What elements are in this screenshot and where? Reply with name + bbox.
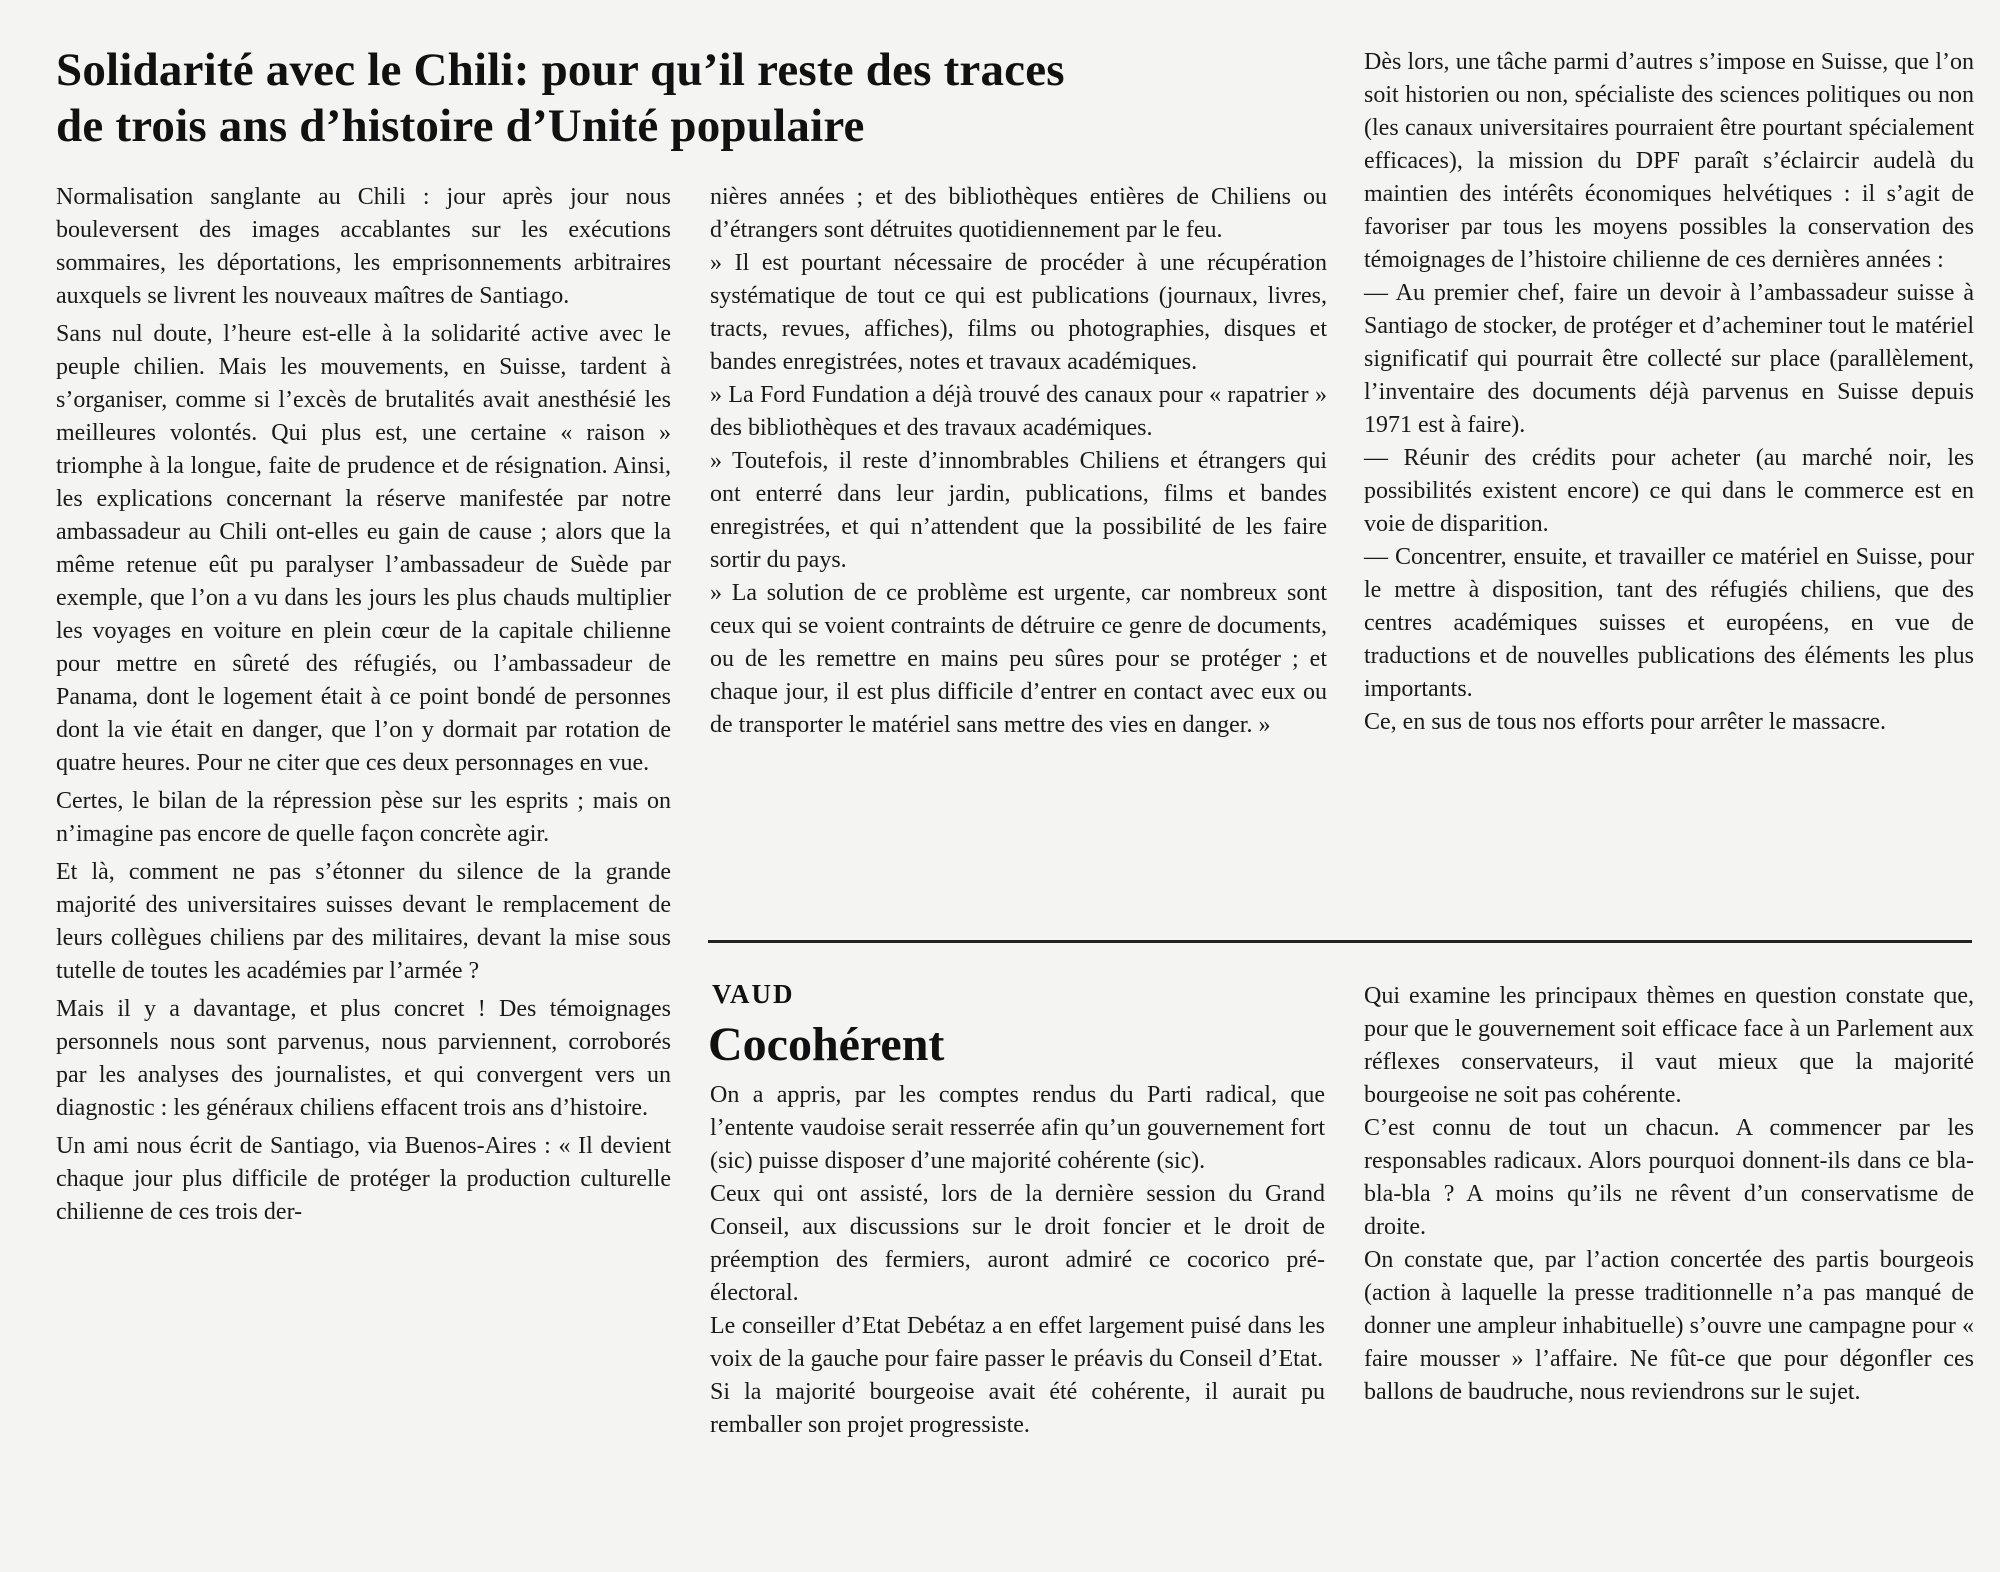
paragraph: On constate que, par l’action concertée des partis bourgeois (action à laquelle la presse traditionnelle n’a pas manqué de donner une ampleur inhabituelle) s’ouvre une campagne pour « faire mousser » l’affaire. Ne fût-ce que pour dégonfler ces ballons de baudruche, nous reviendrons sur le sujet. [1364, 1247, 1974, 1405]
paragraph: Si la majorité bourgeoise avait été cohérente, il aurait pu remballer son projet progressiste. [710, 1379, 1325, 1438]
paragraph: Et là, comment ne pas s’étonner du silence de la grande majorité des universitaires suisses devant le remplacement de leurs collègues chiliens par des militaires, devant la mise sous tutelle de toutes les académies par l’armée ? [56, 859, 671, 984]
paragraph: Qui examine les principaux thèmes en question constate que, pour que le gouvernement soit efficace face à un Parlement aux réflexes conservateurs, il vaut mieux que la majorité bourgeoise ne soit pas cohérente. [1364, 983, 1974, 1108]
article-column-right [1364, 46, 1974, 739]
paragraph: Ce, en sus de tous nos efforts pour arrêter le massacre. [1364, 709, 1887, 735]
paragraph: — Réunir des crédits pour acheter (au marché noir, les possibilités existent encore) ce qui dans le commerce est en voie de disparition. [1364, 445, 1974, 537]
paragraph: C’est connu de tout un chacun. A commencer par les responsables radicaux. Alors pourquoi donnent-ils dans ce bla-bla-bla ? A moins qu’ils ne rêvent d’un conservatisme de droite. [1364, 1115, 1974, 1240]
vaud-column-right [1364, 980, 1974, 1409]
headline-line-1: Solidarité avec le Chili: pour qu’il reste des traces [56, 44, 1065, 96]
paragraph: — Concentrer, ensuite, et travailler ce matériel en Suisse, pour le mettre à disposition, tant des réfugiés chiliens, que des centres académiques suisses et européens, en vue de traductions et de nouvelles publications des éléments les plus importants. [1364, 544, 1974, 702]
article-column-middle [710, 181, 1327, 742]
paragraph: Mais il y a davantage, et plus concret ! Des témoignages personnels nous sont parvenus, nous parviennent, corroborés par les analyses des journalistes, et qui convergent vers un diagnostic : les généraux chiliens effacent trois ans d’histoire. [56, 996, 671, 1121]
paragraph: Le conseiller d’Etat Debétaz a en effet largement puisé dans les voix de la gauche pour faire passer le préavis du Conseil d’Etat. [710, 1313, 1325, 1372]
paragraph: Dès lors, une tâche parmi d’autres s’impose en Suisse, que l’on soit historien ou non, spécialiste des sciences politiques ou non (les canaux universitaires pourraient être pourtant spécialement efficaces), la mission du DPF paraît s’éclaircir audelà du maintien des intérêts économiques helvétiques : il s’agit de favoriser par tous les moyens possibles la conservation des témoignages de l’histoire chilienne de ces dernières années : [1364, 49, 1974, 273]
paragraph: nières années ; et des bibliothèques entières de Chiliens ou d’étrangers sont détruites quotidiennement par le feu. [710, 184, 1327, 243]
article-column-left [56, 181, 671, 1229]
paragraph: On a appris, par les comptes rendus du Parti radical, que l’entente vaudoise serait resserrée afin qu’un gouvernement fort (sic) puisse disposer d’une majorité cohérente (sic). [710, 1082, 1325, 1174]
paragraph: Sans nul doute, l’heure est-elle à la solidarité active avec le peuple chilien. Mais les mouvements, en Suisse, tardent à s’organiser, comme si l’excès de brutalités avait anesthésié les meilleures volontés. Qui plus est, une certaine « raison » triomphe à la longue, faite de prudence et de résignation. Ainsi, les explications concernant la réserve manifestée par notre ambassadeur au Chili ont-elles eu gain de cause ; alors que la même retenue eût pu paralyser l’ambassadeur de Suède par exemple, que l’on a vu dans les jours les plus chauds multiplier les voyages en voiture en plein cœur de la capitale chilienne pour mettre en sûreté des réfugiés, ou l’ambassadeur de Panama, dont le logement était à ce point bondé de personnes dont la vie était en danger, que l’on y dormait par rotation de quatre heures. Pour ne citer que ces deux personnages en vue. [56, 321, 671, 776]
article-headline [56, 42, 1346, 154]
paragraph: Certes, le bilan de la répression pèse sur les esprits ; mais on n’imagine pas encore de quelle façon concrète agir. [56, 788, 671, 847]
paragraph: Ceux qui ont assisté, lors de la dernière session du Grand Conseil, aux discussions sur le droit foncier et le droit de préemption des fermiers, auront admiré ce cocorico pré-électoral. [710, 1181, 1325, 1306]
paragraph: » La solution de ce problème est urgente, car nombreux sont ceux qui se voient contraints de détruire ce genre de documents, ou de les remettre en mains peu sûres pour se protéger ; et chaque jour, il est plus difficile d’entrer en contact avec eux ou de transporter le matériel sans mettre des vies en danger. » [710, 580, 1327, 738]
paragraph: » Toutefois, il reste d’innombrables Chiliens et étrangers qui ont enterré dans leur jardin, publications, films et bandes enregistrées, et qui n’attendent que la possibilité de les faire sortir du pays. [710, 448, 1327, 573]
paragraph: » Il est pourtant nécessaire de procéder à une récupération systématique de tout ce qui est publications (journaux, livres, tracts, revues, affiches), films ou photographies, disques et bandes enregistrées, notes et travaux académiques. [710, 250, 1327, 375]
vaud-article-title: Cocohérent [708, 1018, 945, 1071]
paragraph: » La Ford Fundation a déjà trouvé des canaux pour « rapatrier » des bibliothèques et des travaux académiques. [710, 382, 1327, 441]
paragraph: — Au premier chef, faire un devoir à l’ambassadeur suisse à Santiago de stocker, de protéger et d’acheminer tout le matériel significatif qui pourrait être collecté sur place (parallèlement, l’inventaire des documents déjà parvenus en Suisse depuis 1971 est à faire). [1364, 280, 1974, 438]
section-divider [708, 940, 1972, 943]
paragraph: Un ami nous écrit de Santiago, via Buenos-Aires : « Il devient chaque jour plus difficile de protéger la production culturelle chilienne de ces trois der- [56, 1133, 671, 1225]
vaud-column-left [710, 1079, 1325, 1442]
section-kicker: VAUD [712, 979, 795, 1009]
headline-line-2: de trois ans d’histoire d’Unité populaire [56, 100, 865, 152]
paragraph: Normalisation sanglante au Chili : jour après jour nous bouleversent des images accablantes sur les exécutions sommaires, les déportations, les emprisonnements arbitraires auxquels se livrent les nouveaux maîtres de Santiago. [56, 184, 671, 309]
